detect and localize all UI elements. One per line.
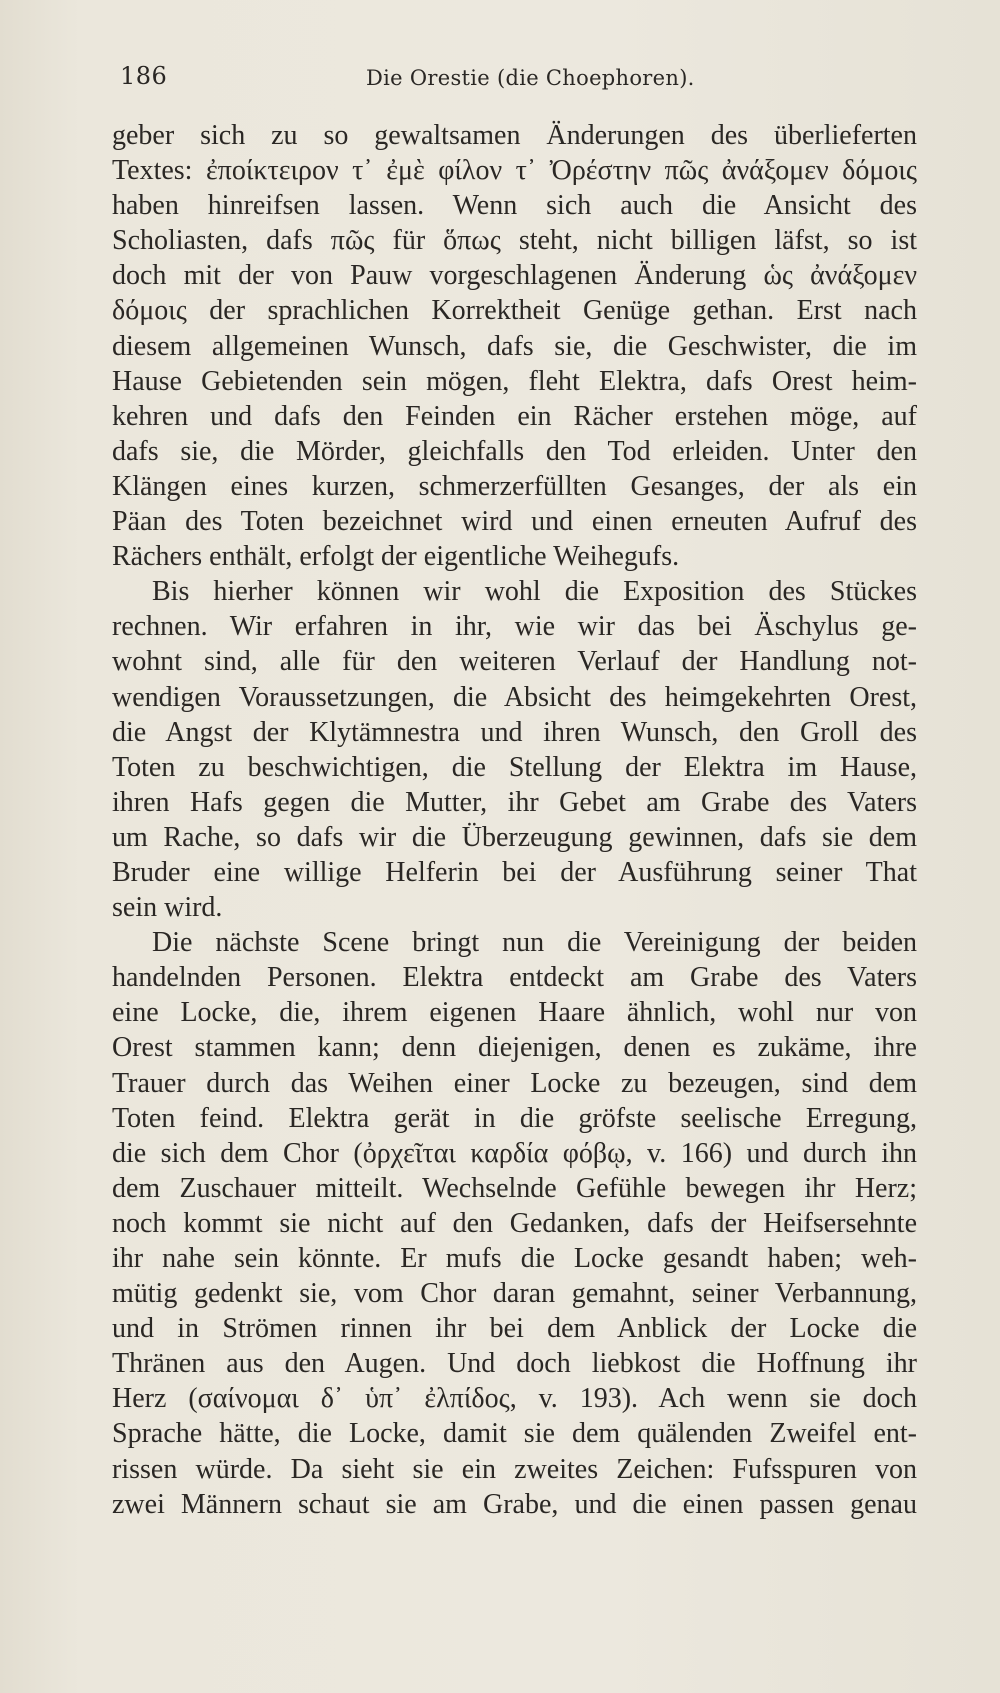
text-line: Thränen aus den Augen. Und doch liebkost die Hoffnung ihr xyxy=(112,1348,917,1380)
text-line: Textes: ἐποίκτειρον τ᾽ ἐμὲ φίλον τ᾽ Ὀρέστην πῶς ἀνάξομεν δόμοις xyxy=(112,155,917,187)
text-line: zwei Männern schaut sie am Grabe, und die einen passen genau xyxy=(112,1488,917,1520)
text-line: und in Strömen rinnen ihr bei dem Anblick der Locke die xyxy=(112,1313,917,1345)
text-line: Scholiasten, dafs πῶς für ὅπως steht, nicht billigen läfst, so ist xyxy=(112,225,917,257)
text-line: Klängen eines kurzen, schmerzerfüllten Gesanges, der als ein xyxy=(112,470,917,502)
text-line: dafs sie, die Mörder, gleichfalls den Tod erleiden. Unter den xyxy=(112,435,917,467)
text-line: sein wird. xyxy=(112,892,223,924)
text-line: haben hinreifsen lassen. Wenn sich auch die Ansicht des xyxy=(112,190,917,222)
body-text xyxy=(112,118,917,1522)
page-number: 186 xyxy=(120,62,168,90)
text-line: Orest stammen kann; denn diejenigen, denen es zukäme, ihre xyxy=(112,1032,917,1064)
text-line: Toten zu beschwichtigen, die Stellung der Elektra im Hause, xyxy=(112,751,917,783)
text-line: wendigen Voraussetzungen, die Absicht des heimgekehrten Orest, xyxy=(112,681,917,713)
text-line: ihren Hafs gegen die Mutter, ihr Gebet am Grabe des Vaters xyxy=(112,786,917,818)
text-line: kehren und dafs den Feinden ein Rächer erstehen möge, auf xyxy=(112,400,917,432)
text-line: Sprache hätte, die Locke, damit sie dem quälenden Zweifel ent- xyxy=(112,1418,917,1450)
text-line: die Angst der Klytämnestra und ihren Wunsch, den Groll des xyxy=(112,716,917,748)
text-line: Päan des Toten bezeichnet wird und einen erneuten Aufruf des xyxy=(112,506,917,538)
text-line: Hause Gebietenden sein mögen, fleht Elektra, dafs Orest heim- xyxy=(112,365,917,397)
text-line: wohnt sind, alle für den weiteren Verlauf der Handlung not- xyxy=(112,646,917,678)
text-line: Toten feind. Elektra gerät in die gröfste seelische Erregung, xyxy=(112,1102,917,1134)
text-line: mütig gedenkt sie, vom Chor daran gemahnt, seiner Verbannung, xyxy=(112,1278,917,1310)
text-line: δόμοις der sprachlichen Korrektheit Genüge gethan. Erst nach xyxy=(112,295,917,327)
text-line: Rächers enthält, erfolgt der eigentliche Weihegufs. xyxy=(112,541,680,573)
running-title: Die Orestie (die Choephoren). xyxy=(366,66,695,90)
text-line: rechnen. Wir erfahren in ihr, wie wir das bei Äschylus ge- xyxy=(112,611,917,643)
text-line: eine Locke, die, ihrem eigenen Haare ähnlich, wohl nur von xyxy=(112,997,917,1029)
text-line: Trauer durch das Weihen einer Locke zu bezeugen, sind dem xyxy=(112,1067,917,1099)
text-line: die sich dem Chor (ὀρχεῖται καρδία φόβῳ, v. 166) und durch ihn xyxy=(112,1137,917,1169)
text-line: Die nächste Scene bringt nun die Vereinigung der beiden xyxy=(152,927,917,959)
text-line: Herz (σαίνομαι δ᾽ ὑπ᾽ ἐλπίδος, v. 193). Ach wenn sie doch xyxy=(112,1383,917,1415)
text-line: geber sich zu so gewaltsamen Änderungen des überlieferten xyxy=(112,120,917,151)
text-line: rissen würde. Da sieht sie ein zweites Zeichen: Fufsspuren von xyxy=(112,1453,917,1485)
text-line: Bis hierher können wir wohl die Exposition des Stückes xyxy=(152,576,917,608)
text-line: Bruder eine willige Helferin bei der Ausführung seiner That xyxy=(112,856,917,888)
text-line: handelnden Personen. Elektra entdeckt am Grabe des Vaters xyxy=(112,962,917,994)
text-line: ihr nahe sein könnte. Er mufs die Locke gesandt haben; weh- xyxy=(112,1243,917,1274)
text-line: dem Zuschauer mitteilt. Wechselnde Gefühle bewegen ihr Herz; xyxy=(112,1172,917,1204)
text-line: noch kommt sie nicht auf den Gedanken, dafs der Heifsersehnte xyxy=(112,1207,917,1239)
text-line: doch mit der von Pauw vorgeschlagenen Änderung ὡς ἀνάξομεν xyxy=(112,260,917,292)
text-line: um Rache, so dafs wir die Überzeugung gewinnen, dafs sie dem xyxy=(112,821,917,853)
text-line: diesem allgemeinen Wunsch, dafs sie, die Geschwister, die im xyxy=(112,330,917,362)
